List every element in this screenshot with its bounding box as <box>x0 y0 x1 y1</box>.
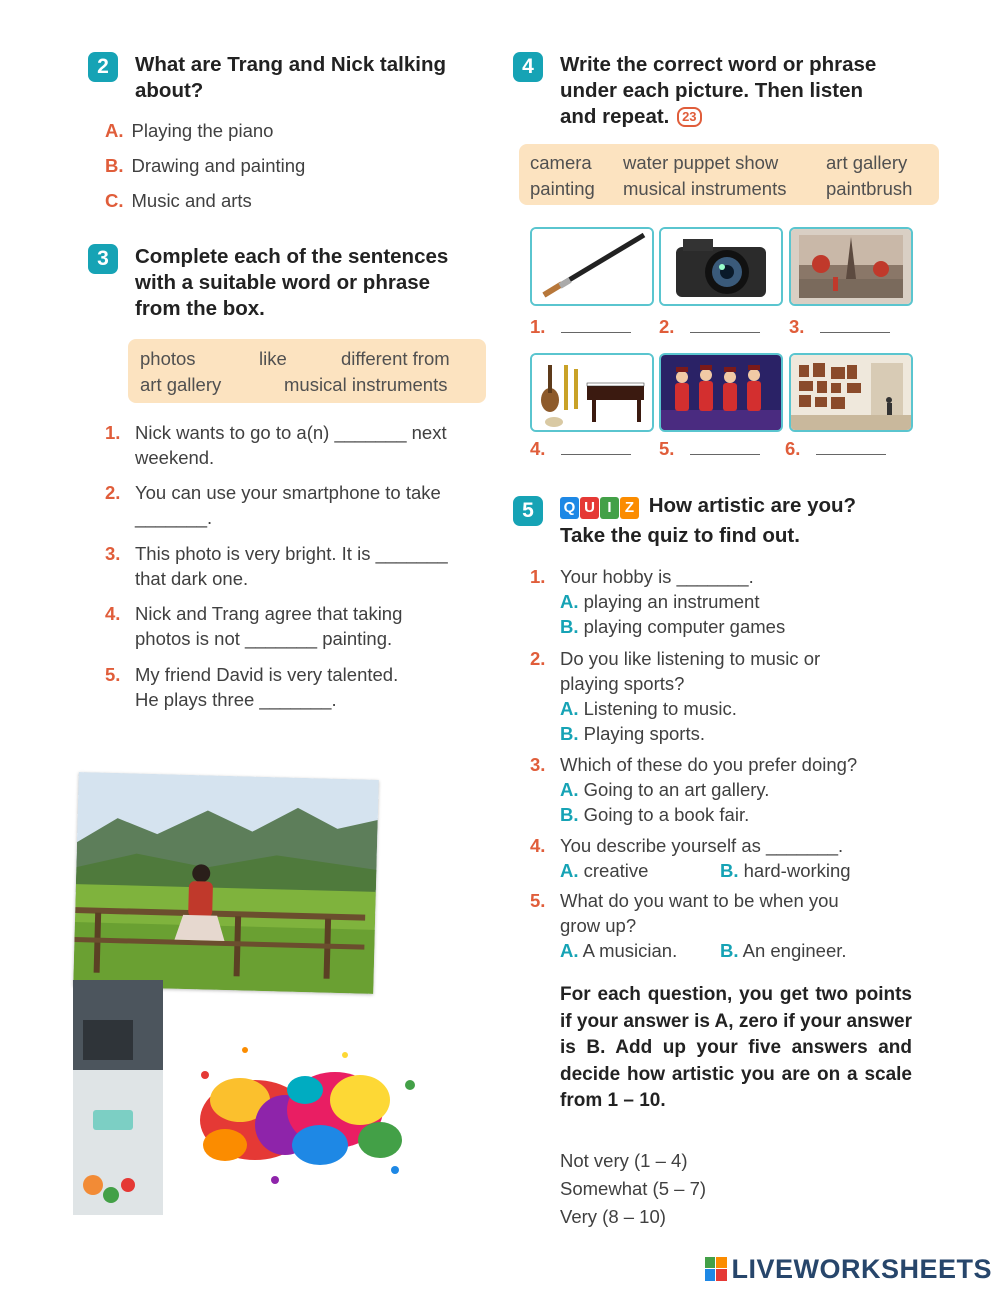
item-line: weekend. <box>135 447 215 468</box>
liveworksheets-icon <box>705 1257 727 1281</box>
paintbrush-image <box>530 227 654 306</box>
sentence-item <box>105 601 495 651</box>
quiz-question <box>530 646 920 746</box>
heading-line: from the box. <box>135 297 265 320</box>
heading-text: How artistic are you? <box>648 494 857 517</box>
heading-line: Take the quiz to find out. <box>560 524 800 547</box>
answer-b[interactable] <box>720 938 847 963</box>
question-text: Do you like listening to music or <box>560 648 821 669</box>
art-gallery-image <box>789 353 913 432</box>
answer-text: Going to an art gallery. <box>583 779 770 800</box>
answer-text: An engineer. <box>742 940 847 961</box>
quiz-question <box>530 833 920 883</box>
picture-1-label <box>530 316 631 338</box>
quiz-tile: I <box>600 497 619 519</box>
option-letter: C. <box>105 190 124 211</box>
answer-a[interactable] <box>560 940 677 961</box>
answer-a[interactable] <box>560 589 920 614</box>
answer-blank[interactable] <box>561 440 631 455</box>
option-letter: A. <box>105 120 124 141</box>
item-line: Nick and Trang agree that taking <box>135 603 403 624</box>
answer-text: hard-working <box>743 860 851 881</box>
picture-number: 1. <box>530 316 546 337</box>
item-number: 2. <box>530 648 546 669</box>
quiz-question <box>530 888 920 963</box>
item-line: that dark one. <box>135 568 249 589</box>
answer-blank[interactable] <box>690 440 760 455</box>
heading-line: What are Trang and Nick talking <box>135 53 446 76</box>
liveworksheets-logo[interactable] <box>705 1254 992 1285</box>
picture-number: 2. <box>659 316 675 337</box>
item-number: 4. <box>105 603 121 624</box>
item-line: You can use your smartphone to take <box>135 482 441 503</box>
answer-a[interactable] <box>560 860 648 881</box>
answer-b[interactable] <box>720 858 851 883</box>
option-a[interactable] <box>105 119 273 143</box>
sentence-item <box>105 662 495 712</box>
question-text: What do you want to be when you <box>560 890 839 911</box>
box-word: like <box>259 348 287 369</box>
item-line: Nick wants to go to a(n) _______ next <box>135 422 447 443</box>
heading-text: and repeat. <box>560 105 670 128</box>
answer-text: A musician. <box>582 940 678 961</box>
item-number: 3. <box>530 754 546 775</box>
answer-letter: B. <box>560 723 579 744</box>
sentence-item <box>105 480 495 530</box>
section-2-heading <box>135 52 495 104</box>
answer-a[interactable] <box>560 777 920 802</box>
picture-number: 3. <box>789 316 805 337</box>
section-5-heading <box>560 493 940 549</box>
section-2-badge: 2 <box>88 52 118 82</box>
answer-text: Listening to music. <box>583 698 737 719</box>
answer-b[interactable] <box>560 614 920 639</box>
word-box-4 <box>519 144 939 205</box>
option-text: Drawing and painting <box>131 155 306 176</box>
scale-item: Somewhat (5 – 7) <box>560 1178 707 1199</box>
section-3-heading <box>135 244 495 322</box>
quiz-tile: Z <box>620 497 639 519</box>
option-text: Music and arts <box>131 190 252 211</box>
question-text: Which of these do you prefer doing? <box>560 754 858 775</box>
picture-number: 5. <box>659 438 675 459</box>
painting-image <box>789 227 913 306</box>
item-number: 4. <box>530 835 546 856</box>
section-4-badge: 4 <box>513 52 543 82</box>
scale-item: Not very (1 – 4) <box>560 1150 688 1171</box>
question-text: playing sports? <box>560 673 685 694</box>
option-b[interactable] <box>105 154 305 178</box>
picture-4-label <box>530 438 631 460</box>
answer-text: creative <box>583 860 649 881</box>
answer-blank[interactable] <box>561 318 631 333</box>
heading-line: under each picture. Then listen <box>560 79 864 102</box>
item-line: photos is not _______ painting. <box>135 628 393 649</box>
answer-letter: A. <box>560 779 579 800</box>
section-4-heading <box>560 52 940 130</box>
answer-blank[interactable] <box>820 318 890 333</box>
picture-3-label <box>789 316 890 338</box>
question-text: You describe yourself as _______. <box>560 835 844 856</box>
musical-instruments-image <box>530 353 654 432</box>
paint-splash-image <box>185 1030 425 1200</box>
section-3-badge: 3 <box>88 244 118 274</box>
audio-track-icon[interactable]: 23 <box>677 107 701 127</box>
box-word: camera <box>530 152 592 173</box>
answer-letter: B. <box>720 860 739 881</box>
answer-text: Playing sports. <box>583 723 705 744</box>
quiz-tile: U <box>580 497 599 519</box>
picture-2-label <box>659 316 760 338</box>
picture-5-label <box>659 438 760 460</box>
item-number: 1. <box>530 566 546 587</box>
desk-photo <box>73 980 163 1215</box>
answer-letter: B. <box>560 616 579 637</box>
quiz-instructions: For each question, you get two points if your answer is A, zero if your answer is B. Add up your five answers and decide how artistic you are on a scale from 1 – 10. <box>560 984 912 1111</box>
answer-text: playing an instrument <box>583 591 760 612</box>
item-line: This photo is very bright. It is _______ <box>135 543 448 564</box>
sentence-item <box>105 420 495 470</box>
heading-line <box>560 104 940 130</box>
heading-line: Write the correct word or phrase <box>560 53 877 76</box>
heading-line: Complete each of the sentences <box>135 245 449 268</box>
answer-letter: A. <box>560 860 579 881</box>
answer-text: Going to a book fair. <box>583 804 750 825</box>
answer-text: playing computer games <box>583 616 786 637</box>
item-number: 2. <box>105 482 121 503</box>
box-word: musical instruments <box>623 178 787 199</box>
quiz-question <box>530 752 920 827</box>
option-c[interactable] <box>105 189 252 213</box>
item-number: 5. <box>105 664 121 685</box>
item-line: _______. <box>135 507 213 528</box>
quiz-tile: Q <box>560 497 579 519</box>
answer-letter: B. <box>720 940 739 961</box>
item-line: He plays three _______. <box>135 689 337 710</box>
item-line: My friend David is very talented. <box>135 664 399 685</box>
item-number: 3. <box>105 543 121 564</box>
picture-number: 4. <box>530 438 546 459</box>
box-word: musical instruments <box>284 374 448 395</box>
answer-b[interactable] <box>560 721 920 746</box>
box-word: different from <box>341 348 450 369</box>
heading-line: about? <box>135 79 204 102</box>
answer-blank[interactable] <box>690 318 760 333</box>
camera-image <box>659 227 783 306</box>
question-text: Your hobby is _______. <box>560 566 754 587</box>
question-text: grow up? <box>560 915 637 936</box>
answer-letter: B. <box>560 804 579 825</box>
box-word: paintbrush <box>826 178 913 199</box>
item-number: 5. <box>530 890 546 911</box>
heading-line: with a suitable word or phrase <box>135 271 431 294</box>
answer-letter: A. <box>560 940 579 961</box>
option-letter: B. <box>105 155 124 176</box>
landscape-photo <box>73 772 378 994</box>
option-text: Playing the piano <box>131 120 274 141</box>
box-word: photos <box>140 348 196 369</box>
answer-letter: A. <box>560 698 579 719</box>
quiz-question <box>530 564 920 639</box>
picture-number: 6. <box>785 438 801 459</box>
answer-a[interactable] <box>560 696 920 721</box>
sentence-item <box>105 541 495 591</box>
heading-line <box>560 493 940 519</box>
scale-item: Very (8 – 10) <box>560 1206 666 1227</box>
brand-text: LIVEWORKSHEETS <box>731 1254 992 1284</box>
box-word: painting <box>530 178 595 199</box>
answer-letter: A. <box>560 591 579 612</box>
box-word: art gallery <box>140 374 222 395</box>
water-puppet-image <box>659 353 783 432</box>
section-5-badge: 5 <box>513 496 543 526</box>
word-box-3 <box>128 339 486 403</box>
answer-b[interactable] <box>560 802 920 827</box>
picture-6-label <box>785 438 886 460</box>
box-word: art gallery <box>826 152 908 173</box>
answer-blank[interactable] <box>816 440 886 455</box>
box-word: water puppet show <box>623 152 779 173</box>
item-number: 1. <box>105 422 121 443</box>
